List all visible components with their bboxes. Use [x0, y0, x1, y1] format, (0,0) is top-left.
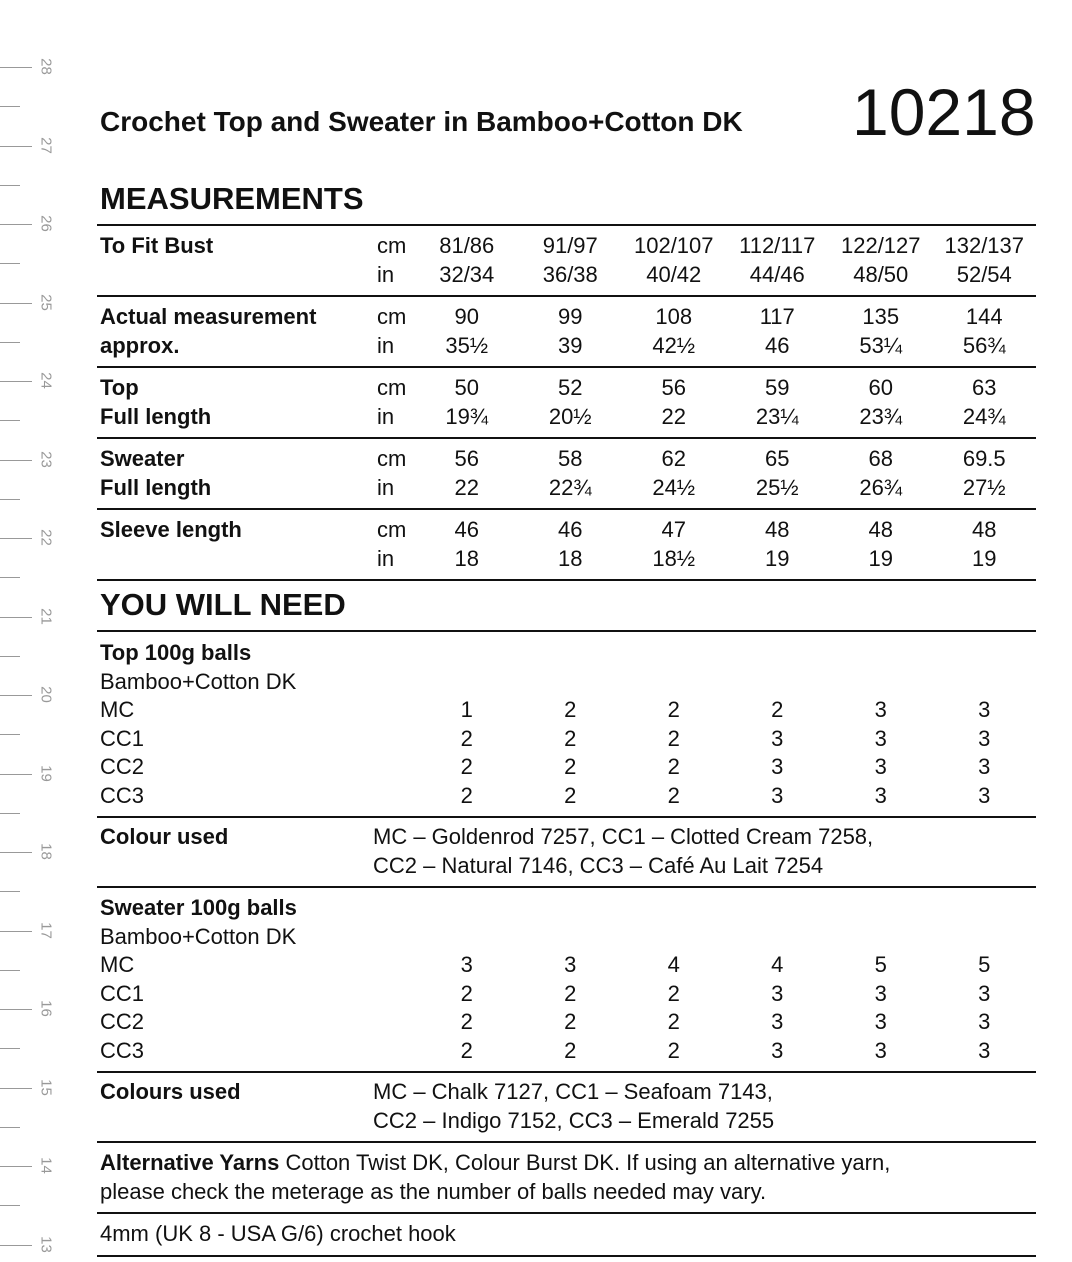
spacer	[377, 753, 415, 782]
size-value: 36/38	[542, 261, 598, 287]
colours-used	[97, 1078, 1036, 1135]
size-value: 81/86	[439, 233, 495, 258]
row-label: Top	[100, 375, 139, 400]
size-value: 48	[765, 517, 790, 542]
ball-count: 3	[771, 754, 784, 779]
ruler-label: 28	[37, 58, 55, 75]
ball-count: 3	[978, 782, 991, 808]
yarn-title: Top 100g balls	[100, 640, 252, 665]
unit-label: in	[377, 545, 395, 571]
alt-line	[97, 1149, 1036, 1178]
ball-count: 5	[978, 952, 991, 977]
measurement-block	[97, 226, 1036, 297]
size-value: 58	[558, 446, 583, 471]
table-row	[97, 696, 1036, 725]
ruler-minor-tick	[0, 185, 20, 186]
ruler-label: 19	[37, 764, 55, 782]
colours-label: Colour used	[100, 824, 229, 849]
ball-count: 2	[460, 1037, 473, 1063]
ruler-label: 13	[37, 1235, 55, 1253]
spacer	[100, 1107, 373, 1136]
ruler-major-tick	[0, 774, 32, 775]
size-value: 90	[454, 304, 479, 329]
size-value: 102/107	[633, 233, 714, 258]
ball-count: 3	[874, 1009, 887, 1034]
size-value: 40/42	[646, 261, 702, 287]
size-value: 22	[454, 474, 479, 500]
ball-count: 3	[978, 1037, 991, 1063]
ball-count: 2	[564, 980, 577, 1006]
ruler-label: 18	[37, 843, 55, 860]
size-value: 62	[661, 446, 686, 471]
ruler-minor-tick	[0, 813, 20, 814]
size-value: 19¾	[445, 403, 489, 429]
colours-line: CC2 – Indigo 7152, CC3 – Emerald 7255	[373, 1107, 775, 1133]
table-row	[97, 923, 1036, 952]
alt-text: Cotton Twist DK, Colour Burst DK. If using an alternative yarn,	[279, 1150, 891, 1175]
ball-count: 2	[667, 782, 680, 808]
measurement-block	[97, 510, 1036, 581]
ruler-major-tick	[0, 695, 32, 696]
table-row	[97, 1037, 1036, 1066]
spacer	[377, 1008, 415, 1037]
size-value: 27½	[962, 474, 1006, 500]
table-row	[97, 782, 1036, 811]
ball-count: 4	[771, 952, 784, 977]
ball-count: 3	[978, 697, 991, 722]
ruler-label: 16	[37, 1000, 55, 1017]
size-value: 42½	[652, 332, 696, 358]
pattern-number: 10218	[852, 75, 1036, 149]
ball-count: 2	[564, 725, 577, 751]
colours-label: Colours used	[100, 1079, 241, 1104]
size-value: 69.5	[962, 446, 1006, 471]
table-row	[97, 639, 1036, 668]
size-value: 19	[765, 545, 790, 571]
alt-label: Alternative Yarns	[100, 1150, 280, 1175]
table-row	[97, 1008, 1036, 1037]
ruler-minor-tick	[0, 1048, 20, 1049]
ruler-minor-tick	[0, 420, 20, 421]
unit-label: cm	[377, 375, 407, 400]
hook-text: 4mm (UK 8 - USA G/6) crochet hook	[100, 1221, 456, 1246]
ball-count: 2	[667, 1009, 680, 1034]
ruler-label: 20	[37, 686, 55, 703]
ball-count: 2	[460, 754, 473, 779]
ruler-major-tick	[0, 931, 32, 932]
ruler-major-tick	[0, 1245, 32, 1246]
size-value: 20½	[548, 403, 592, 429]
ball-count: 3	[771, 725, 784, 751]
size-value: 48/50	[853, 261, 909, 287]
size-value: 108	[655, 304, 693, 329]
table-row	[97, 261, 1036, 290]
ball-count: 2	[667, 725, 680, 751]
size-value: 48	[868, 517, 893, 542]
top-colours-block	[97, 816, 1036, 888]
unit-label: in	[377, 261, 395, 287]
alternative-yarns	[97, 1142, 1036, 1214]
size-value: 46	[765, 332, 790, 358]
ruler-major-tick	[0, 1166, 32, 1167]
colour-code: MC	[100, 697, 135, 722]
ruler-major-tick	[0, 303, 32, 304]
spacer	[377, 725, 415, 754]
measurement-block	[97, 297, 1036, 368]
ruler-major-tick	[0, 1009, 32, 1010]
size-value: 99	[558, 304, 583, 329]
ball-count: 3	[874, 697, 887, 722]
ball-count: 3	[874, 754, 887, 779]
size-value: 18	[454, 545, 479, 571]
ruler-minor-tick	[0, 342, 20, 343]
sweater-yarn-block	[97, 887, 1036, 1073]
ball-count: 3	[564, 952, 577, 977]
table-row	[97, 668, 1036, 697]
size-value: 50	[454, 375, 479, 400]
table-row	[97, 403, 1036, 432]
spacer	[377, 951, 415, 980]
size-value: 56	[454, 446, 479, 471]
ruler-major-tick	[0, 381, 32, 382]
colour-code: MC	[100, 952, 135, 977]
ruler-minor-tick	[0, 656, 20, 657]
ball-count: 2	[460, 725, 473, 751]
size-value: 144	[965, 304, 1003, 329]
ball-count: 2	[771, 697, 784, 722]
size-value: 135	[862, 304, 900, 329]
measurement-block	[97, 368, 1036, 439]
colour-code: CC2	[100, 1009, 145, 1034]
yarn-title: Sweater 100g balls	[100, 895, 297, 920]
ruler-label: 22	[37, 529, 55, 546]
colours-line: CC2 – Natural 7146, CC3 – Café Au Lait 7254	[373, 852, 824, 878]
row-label: Full length	[100, 474, 212, 500]
ball-count: 3	[771, 1009, 784, 1034]
ruler-minor-tick	[0, 499, 20, 500]
size-value: 18½	[652, 545, 696, 571]
size-value: 46	[558, 517, 583, 542]
ruler-minor-tick	[0, 263, 20, 264]
ruler-label: 25	[37, 293, 55, 311]
ruler-label: 17	[37, 921, 55, 939]
colour-code: CC3	[100, 782, 145, 808]
size-value: 44/46	[749, 261, 805, 287]
ball-count: 3	[978, 754, 991, 779]
size-value: 35½	[445, 332, 489, 358]
ball-count: 4	[667, 952, 680, 977]
size-value: 47	[661, 517, 686, 542]
unit-label: cm	[377, 304, 407, 329]
ruler-label: 24	[37, 372, 55, 389]
ball-count: 2	[667, 980, 680, 1006]
size-value: 68	[868, 446, 893, 471]
row-label	[97, 545, 377, 574]
ruler-label: 15	[37, 1078, 55, 1096]
size-value: 53¼	[859, 332, 903, 358]
ball-count: 3	[978, 980, 991, 1006]
size-value: 19	[868, 545, 893, 571]
pattern-title: Crochet Top and Sweater in Bamboo+Cotton DK	[100, 106, 743, 137]
ball-count: 2	[667, 754, 680, 779]
table-row	[97, 474, 1036, 503]
size-value: 24½	[652, 474, 696, 500]
ball-count: 5	[874, 952, 887, 977]
ruler-label: 26	[37, 215, 55, 232]
size-value: 56	[661, 375, 686, 400]
spacer	[377, 980, 415, 1009]
colours-used	[97, 823, 1036, 880]
size-value: 46	[454, 517, 479, 542]
you-will-need-heading: YOU WILL NEED	[100, 587, 346, 622]
size-value: 56¾	[962, 332, 1006, 358]
yarn-name: Bamboo+Cotton DK	[100, 923, 297, 949]
row-label: Full length	[100, 403, 212, 429]
ruler-major-tick	[0, 1088, 32, 1089]
table-row	[97, 753, 1036, 782]
table-row	[97, 232, 1036, 261]
ball-count: 3	[874, 782, 887, 808]
ball-count: 3	[874, 725, 887, 751]
ball-count: 2	[460, 980, 473, 1006]
table-row	[97, 332, 1036, 361]
table-row	[97, 725, 1036, 754]
row-label	[97, 261, 377, 290]
size-value: 117	[759, 304, 795, 329]
yarn-name: Bamboo+Cotton DK	[100, 668, 297, 694]
ruler-major-tick	[0, 538, 32, 539]
ruler-minor-tick	[0, 1127, 20, 1128]
ruler-minor-tick	[0, 1205, 20, 1206]
table-row	[97, 894, 1036, 923]
ball-count: 3	[771, 782, 784, 808]
size-value: 63	[972, 375, 997, 400]
ruler-major-tick	[0, 852, 32, 853]
table-row	[97, 980, 1036, 1009]
ball-count: 3	[771, 980, 784, 1006]
ruler-minor-tick	[0, 970, 20, 971]
ruler-minor-tick	[0, 891, 20, 892]
colours-line: MC – Chalk 7127, CC1 – Seafoam 7143,	[373, 1079, 773, 1104]
table-row	[97, 951, 1036, 980]
unit-label: cm	[377, 446, 407, 471]
row-label: Sweater	[100, 446, 185, 471]
row-label: To Fit Bust	[100, 233, 214, 258]
size-value: 32/34	[439, 261, 495, 287]
row-label: Sleeve length	[100, 517, 242, 542]
ball-count: 1	[460, 697, 473, 722]
ruler-minor-tick	[0, 734, 20, 735]
size-value: 65	[765, 446, 790, 471]
ball-count: 2	[564, 1009, 577, 1034]
table-row	[97, 445, 1036, 474]
size-value: 22¾	[548, 474, 592, 500]
spacer	[100, 852, 373, 881]
size-value: 23¾	[859, 403, 903, 429]
ball-count: 2	[460, 1009, 473, 1034]
table-row	[97, 545, 1036, 574]
colour-code: CC1	[100, 980, 145, 1006]
spacer	[377, 696, 415, 725]
table-row	[97, 303, 1036, 332]
size-value: 60	[868, 375, 893, 400]
hook-requirement	[97, 1214, 1036, 1257]
measurement-block	[97, 439, 1036, 510]
ruler-minor-tick	[0, 577, 20, 578]
ball-count: 2	[564, 782, 577, 808]
row-label: approx.	[100, 332, 180, 358]
size-value: 18	[558, 545, 583, 571]
unit-label: cm	[377, 233, 407, 258]
ball-count: 2	[564, 754, 577, 779]
ruler-label: 21	[37, 607, 55, 625]
row-label: Actual measurement	[100, 304, 317, 329]
measurements-heading: MEASUREMENTS	[100, 181, 364, 216]
spacer	[377, 782, 415, 811]
size-value: 26¾	[859, 474, 903, 500]
size-value: 91/97	[542, 233, 598, 258]
sweater-colours-block	[97, 1071, 1036, 1143]
ball-count: 3	[978, 725, 991, 751]
ball-count: 2	[564, 697, 577, 722]
size-value: 23¼	[755, 403, 799, 429]
ball-count: 2	[667, 697, 680, 722]
ruler-major-tick	[0, 460, 32, 461]
unit-label: in	[377, 332, 395, 358]
size-value: 52	[558, 375, 583, 400]
ball-count: 3	[771, 1037, 784, 1063]
unit-label: in	[377, 403, 395, 429]
ball-count: 3	[874, 1037, 887, 1063]
size-value: 19	[972, 545, 997, 571]
ball-count: 3	[460, 952, 473, 977]
alt-text: please check the meterage as the number of balls needed may vary.	[100, 1178, 767, 1204]
ball-count: 2	[460, 782, 473, 808]
ruler-label: 14	[37, 1157, 55, 1174]
ruler-major-tick	[0, 617, 32, 618]
colour-code: CC1	[100, 725, 145, 751]
ruler-major-tick	[0, 146, 32, 147]
unit-label: in	[377, 474, 395, 500]
size-value: 59	[765, 375, 790, 400]
size-value: 39	[558, 332, 583, 358]
size-value: 25½	[755, 474, 799, 500]
ball-count: 3	[874, 980, 887, 1006]
ruler-label: 23	[37, 450, 55, 468]
ball-count: 3	[978, 1009, 991, 1034]
colour-code: CC3	[100, 1037, 145, 1063]
unit-label: cm	[377, 517, 407, 542]
size-value: 52/54	[956, 261, 1012, 287]
top-yarn-block	[97, 632, 1036, 818]
table-row	[97, 374, 1036, 403]
size-value: 112/117	[739, 233, 816, 258]
size-value: 48	[972, 517, 997, 542]
ruler-major-tick	[0, 224, 32, 225]
ruler-minor-tick	[0, 106, 20, 107]
ruler-major-tick	[0, 67, 32, 68]
table-row	[97, 516, 1036, 545]
colours-line: MC – Goldenrod 7257, CC1 – Clotted Cream 7258,	[373, 824, 874, 849]
spacer	[377, 1037, 415, 1066]
ball-count: 2	[667, 1037, 680, 1063]
size-value: 24¾	[962, 403, 1006, 429]
ball-count: 2	[564, 1037, 577, 1063]
ruler-label: 27	[37, 136, 55, 154]
size-value: 122/127	[840, 233, 921, 258]
size-value: 132/137	[944, 233, 1025, 258]
colour-code: CC2	[100, 754, 145, 779]
size-value: 22	[661, 403, 686, 429]
